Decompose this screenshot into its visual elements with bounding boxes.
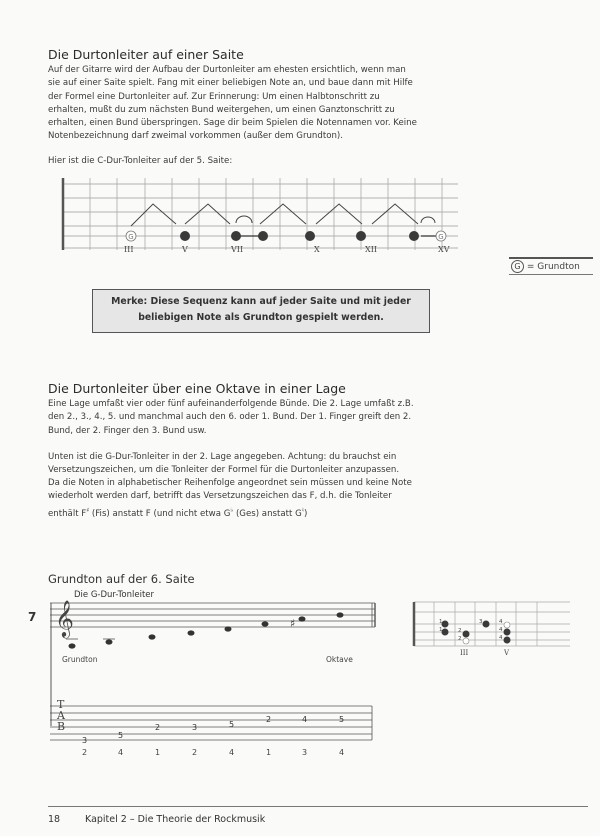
staff-note — [149, 634, 156, 639]
section-title: Die Durtonleiter auf einer Saite — [48, 47, 244, 62]
finger-number: 4 — [118, 748, 124, 757]
scale-note — [409, 231, 419, 241]
finger-number: 1 — [266, 748, 272, 757]
root-label: Grundton — [62, 655, 98, 664]
root-note-end — [436, 231, 446, 241]
tab-clef — [57, 699, 65, 732]
tab-letter: B — [57, 720, 66, 733]
tab-fret: 2 — [155, 723, 161, 732]
finger-number: 2 — [192, 748, 198, 757]
position-fretboard — [410, 598, 570, 648]
grid-fret-label: III — [460, 649, 469, 657]
music-staff — [50, 603, 375, 627]
tab-fret: 3 — [82, 736, 88, 745]
finger-dot — [463, 631, 470, 638]
text-run: Da die Noten in alphabetischer Reihenfolge angeordnet sein müssen und keine Note wiederholt werden darf, betrifft das Versetzungszeichen das F, d.h. die Tonleiter enthält F — [48, 478, 412, 519]
grid-finger-mark: 4 — [499, 627, 503, 633]
svg-text:G: G — [438, 233, 444, 241]
section-paragraph — [48, 477, 423, 521]
example-number: 7 — [28, 610, 37, 624]
sharp-icon: ♯ — [290, 617, 296, 630]
staff-note — [69, 643, 76, 648]
root-note-start — [126, 231, 136, 241]
footer-divider — [48, 806, 588, 807]
staff-note — [106, 639, 113, 644]
fret-label: V — [182, 245, 188, 254]
section-paragraph: Auf der Gitarre wird der Aufbau der Durtonleiter am ehesten ersichtlich, wenn man sie auf einer Saite spielt. Fang mit einer beliebigen Note an, und baue dann mit Hilfe der Formel eine Durtonleiter auf. Zur Erinnerung: Um einen Halbtonschritt zu erhalten, mußt du zum nächsten Bund weitergehen, um einen Ganztonschritt zu erhalten, einen Bund überspringen. Sage dir beim Spielen die Notennamen vor. Keine Notenbezeichnung darf zweimal vorkommen (außer dem Grundton). — [48, 65, 417, 142]
finger-number: 3 — [302, 748, 308, 757]
chapter-title: Kapitel 2 – Die Theorie der Rockmusik — [85, 814, 266, 825]
finger-number: 1 — [155, 748, 161, 757]
whole-half-step-markers — [131, 204, 435, 226]
root-marker — [463, 638, 469, 644]
octave-label: Oktave — [326, 655, 353, 664]
scale-note — [180, 231, 190, 241]
sharp-sign: ♯ — [86, 506, 90, 514]
text-run: (Fis) anstatt F (und nicht etwa G — [89, 508, 231, 519]
grid-finger-mark: 2 — [458, 628, 462, 634]
fret-label: X — [314, 245, 320, 254]
finger-number: 4 — [229, 748, 235, 757]
staff-note — [225, 626, 232, 631]
merke-box — [92, 289, 430, 333]
section-title: Die Durtonleiter über eine Oktave in einer Lage — [48, 381, 346, 396]
grid-finger-mark: 4 — [499, 619, 503, 625]
page-number: 18 — [48, 814, 61, 825]
scale-note — [231, 231, 241, 241]
staff-note — [262, 621, 269, 626]
tab-fret: 3 — [192, 723, 198, 732]
grid-finger-mark: 4 — [499, 635, 503, 641]
section-paragraph: Eine Lage umfaßt vier oder fünf aufeinanderfolgende Bünde. Die 2. Lage umfaßt z.B. den 2., 3., 4., 5. und manchmal auch den 6. oder 1. Bund. Der 1. Finger greift den 2. Bund, der 2. Finger den 3. Bund usw. — [48, 399, 414, 436]
scale-note — [356, 231, 366, 241]
staff-note — [188, 630, 195, 635]
finger-number: 4 — [339, 748, 345, 757]
tab-fret: 5 — [339, 715, 345, 724]
scale-note — [258, 231, 268, 241]
scale-note — [305, 231, 315, 241]
finger-dot — [442, 629, 449, 636]
grid-finger-mark: 3 — [479, 619, 483, 625]
fret-label: XII — [365, 245, 378, 254]
staff-notes — [66, 612, 344, 648]
fret-number-row — [58, 245, 478, 259]
finger-dot — [504, 629, 511, 636]
treble-clef-icon: 𝄞 — [55, 599, 74, 637]
root-legend — [509, 257, 593, 275]
merke-line: beliebigen Note als Grundton gespielt werden. — [138, 312, 384, 323]
text-run: ) — [303, 508, 308, 519]
root-marker — [504, 622, 510, 628]
root-symbol-icon: G — [511, 260, 524, 273]
tab-letter: A — [57, 709, 65, 722]
tab-fret: 5 — [118, 731, 124, 740]
staff-note — [337, 612, 344, 617]
svg-text:G: G — [128, 233, 134, 241]
grid-finger-mark: 1 — [439, 627, 443, 633]
finger-dot — [504, 637, 511, 644]
fret-label: VII — [231, 245, 244, 254]
finger-dot — [442, 621, 449, 628]
grid-finger-mark: 2 — [458, 636, 462, 642]
tab-fret: 5 — [229, 720, 235, 729]
tab-letter: T — [57, 698, 65, 711]
notation-and-tab — [50, 598, 380, 768]
text-run: (Ges) anstatt G — [233, 508, 302, 519]
fret-label: XV — [438, 245, 450, 254]
figure-caption: Hier ist die C-Dur-Tonleiter auf der 5. Saite: — [48, 156, 233, 166]
tab-fret: 2 — [266, 715, 272, 724]
finger-dot — [483, 621, 490, 628]
staff-note — [299, 616, 306, 621]
finger-number: 2 — [82, 748, 88, 757]
fret-label: III — [124, 245, 134, 254]
grid-fret-label: V — [504, 649, 510, 657]
tab-fret: 4 — [302, 715, 308, 724]
example-title: Grundton auf der 6. Saite — [48, 572, 195, 586]
example-subtitle: Die G-Dur-Tonleiter — [74, 590, 155, 600]
natural-sign: ♮ — [301, 506, 304, 514]
merke-line: Merke: Diese Sequenz kann auf jeder Saite und mit jeder — [111, 296, 411, 307]
legend-text: = Grundton — [526, 262, 580, 272]
grid-finger-mark: 1 — [439, 619, 443, 625]
section-paragraph: Unten ist die G-Dur-Tonleiter in der 2. Lage angegeben. Achtung: du brauchst ein Versetzungszeichen, um die Tonleiter der Formel für die Durtonleiter anzupassen. — [48, 452, 400, 476]
tab-staff — [50, 706, 372, 740]
flat-sign: ♭ — [230, 506, 234, 514]
